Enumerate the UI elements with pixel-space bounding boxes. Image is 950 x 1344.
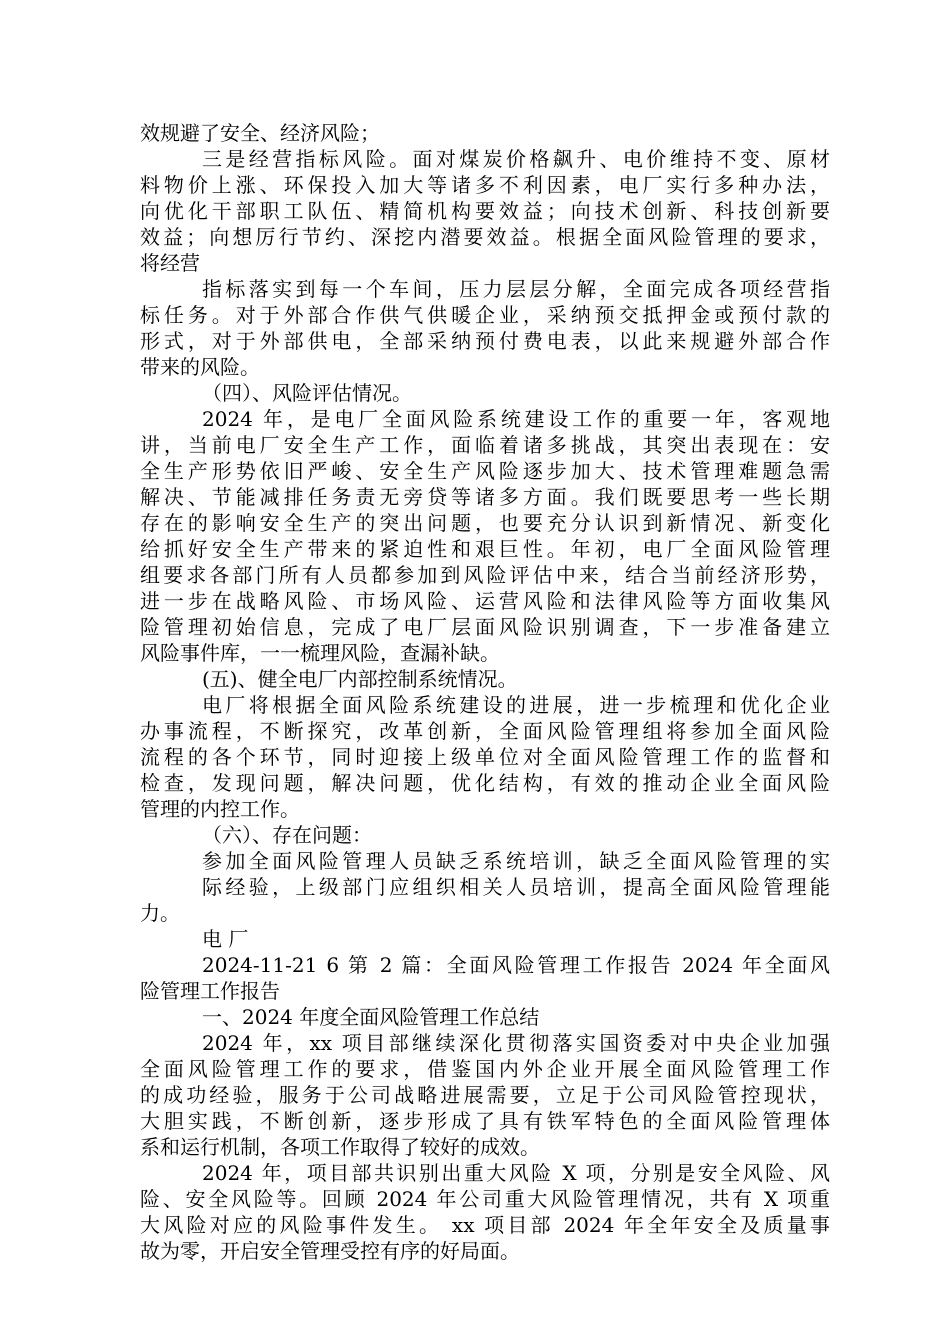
document-line: 风险事件库，一一梳理风险，查漏补缺。 [140,641,500,665]
document-line: 标任务。对于外部合作供气供暖企业，采纳预交抵押金或预付款的 [140,303,830,327]
document-body [140,120,830,1264]
document-line: 办事流程，不断探究，改革创新，全面风险管理组将参加全面风险 [140,719,830,743]
document-line: 讲，当前电厂安全生产工作，面临着诸多挑战，其突出表现在：安 [140,433,830,457]
document-line: 组要求各部门所有人员都参加到风险评估中来，结合当前经济形势， [140,563,830,587]
document-line: 将经营 [140,251,200,275]
document-line: 力。 [140,901,180,925]
document-line: 故为零，开启安全管理受控有序的好局面。 [140,1239,520,1263]
document-line: 存在的影响安全生产的突出问题，也要充分认识到新情况、新变化 [140,511,830,535]
document-line: 2024 年，是电厂全面风险系统建设工作的重要一年，客观地 [202,407,830,431]
document-line: 效益；向想厉行节约、深挖内潜要效益。根据全面风险管理的要求， [140,225,830,249]
document-line: 际经验，上级部门应组织相关人员培训，提高全面风险管理能 [202,875,830,899]
document-line: 的成功经验，服务于公司战略进展需要，立足于公司风险管控现状， [140,1083,830,1107]
document-line: 系和运行机制，各项工作取得了较好的成效。 [140,1135,540,1159]
document-line: 解决、节能减排任务责无旁贷等诸多方面。我们既要思考一些长期 [140,485,830,509]
document-line: 管理的内控工作。 [140,797,300,821]
document-line: 检查，发现问题，解决问题，优化结构，有效的推动企业全面风险 [140,771,830,795]
document-line: 三是经营指标风险。面对煤炭价格飙升、电价维持不变、原材 [202,147,830,171]
document-line: 效规避了安全、经济风险； [140,121,380,145]
document-line: 参加全面风险管理人员缺乏系统培训，缺乏全面风险管理的实 [202,849,830,873]
document-line: 全面风险管理工作的要求，借鉴国内外企业开展全面风险管理工作 [140,1057,830,1081]
document-line: 料物价上涨、环保投入加大等诸多不利因素，电厂实行多种办法， [140,173,830,197]
document-line: 险管理初始信息，完成了电厂层面风险识别调查，下一步准备建立 [140,615,830,639]
document-line: 电厂将根据全面风险系统建设的进展，进一步梳理和优化企业 [202,693,830,717]
document-line: 2024 年，项目部共识别出重大风险 X 项，分别是安全风险、风 [202,1161,830,1185]
document-line: 进一步在战略风险、市场风险、运营风险和法律风险等方面收集风 [140,589,830,613]
document-line: 指标落实到每一个车间，压力层层分解，全面完成各项经营指 [202,277,830,301]
document-line: 险管理工作报告 [140,979,280,1003]
document-line: 带来的风险。 [140,355,260,379]
document-line: (五)、健全电厂内部控制系统情况。 [202,667,518,691]
document-line: （六）、存在问题： [202,823,372,847]
document-line: 电 厂 [202,927,249,951]
document-line: 2024-11-21 6 第 2 篇：全面风险管理工作报告 2024 年全面风 [202,953,830,977]
document-line: 大风险对应的风险事件发生。 xx 项目部 2024 年全年安全及质量事 [140,1213,830,1237]
document-line: 一、2024 年度全面风险管理工作总结 [202,1005,540,1029]
document-line: 给抓好安全生产带来的紧迫性和艰巨性。年初，电厂全面风险管理 [140,537,830,561]
document-line: 全生产形势依旧严峻、安全生产风险逐步加大、技术管理难题急需 [140,459,830,483]
document-line: 形式，对于外部供电，全部采纳预付费电表，以此来规避外部合作 [140,329,830,353]
document-line: 险、安全风险等。回顾 2024 年公司重大风险管理情况，共有 X 项重 [140,1187,830,1211]
document-line: 向优化干部职工队伍、精简机构要效益；向技术创新、科技创新要 [140,199,830,223]
document-line: （四）、风险评估情况。 [202,381,412,405]
document-line: 2024 年，xx 项目部继续深化贯彻落实国资委对中央企业加强 [202,1031,830,1055]
document-line: 流程的各个环节，同时迎接上级单位对全面风险管理工作的监督和 [140,745,830,769]
document-line: 大胆实践，不断创新，逐步形成了具有铁军特色的全面风险管理体 [140,1109,830,1133]
